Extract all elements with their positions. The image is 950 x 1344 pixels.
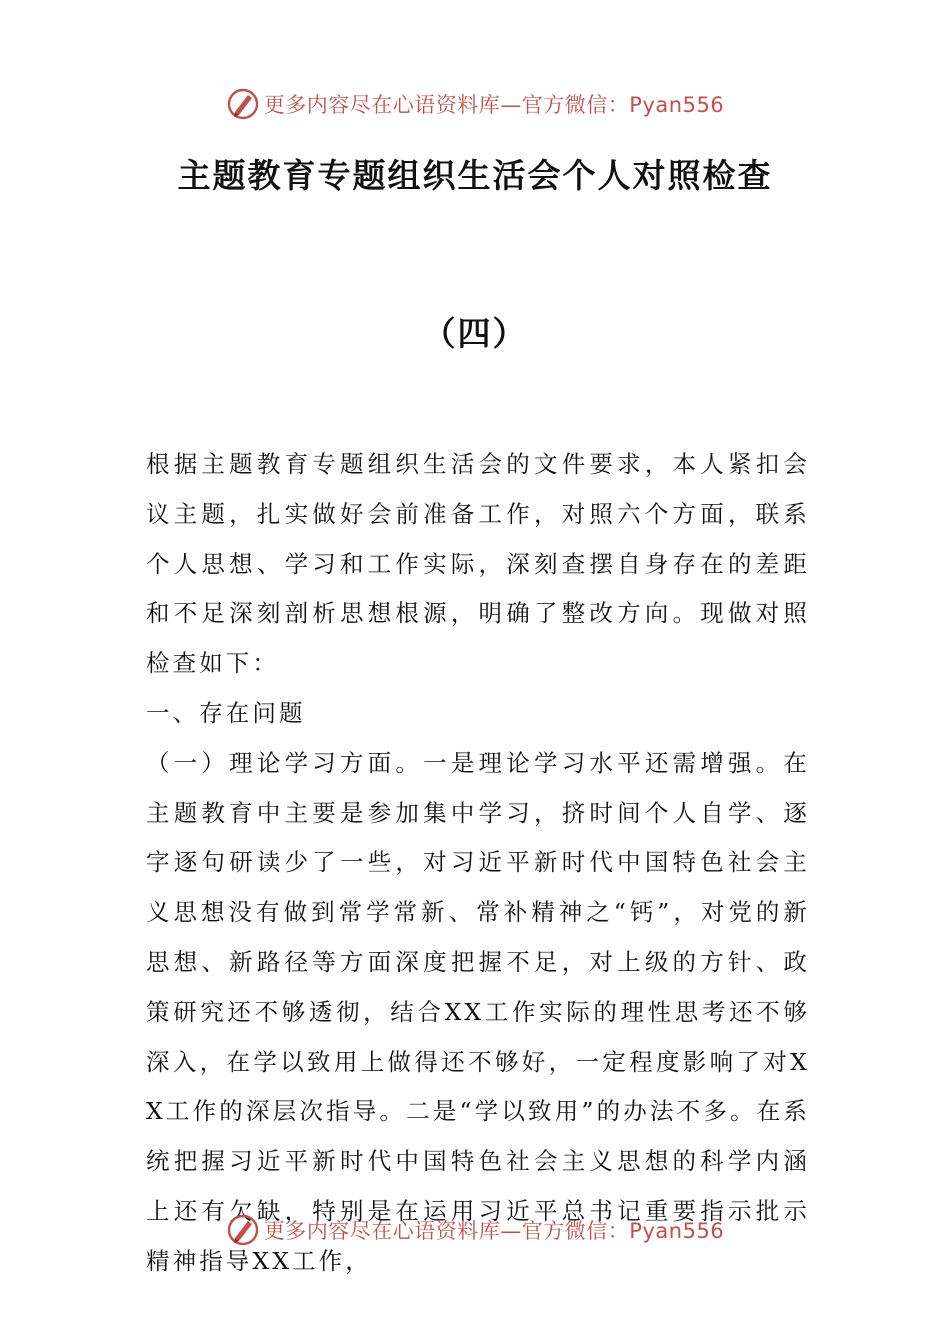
header-banner <box>0 84 950 124</box>
pen-circle-icon <box>226 1213 260 1247</box>
page-title: 主题教育专题组织生活会个人对照检查 <box>177 156 773 195</box>
header-banner-text: 更多内容尽在心语资料库—官方微信：Pyan556 <box>263 93 725 117</box>
page-subtitle: （四） <box>422 314 528 353</box>
section-heading: 一、存在问题 <box>146 698 306 727</box>
document-body <box>146 440 810 1287</box>
pen-circle-icon <box>226 87 260 121</box>
footer-banner-text: 更多内容尽在心语资料库—官方微信：Pyan556 <box>263 1219 725 1243</box>
paragraph-intro: 根据主题教育专题组织生活会的文件要求，本人紧扣会议主题，扎实做好会前准备工作，对照六个方面，联系个人思想、学习和工作实际，深刻查摆自身存在的差距和不足深刻剖析思想根源，明确了整改方向。现做对照检查如下： <box>146 450 810 678</box>
paragraph-theory-study: （一）理论学习方面。一是理论学习水平还需增强。在主题教育中主要是参加集中学习，挤时间个人自学、逐字逐句研读少了一些，对习近平新时代中国特色社会主义思想没有做到常学常新、常补精神之“钙”，对党的新思想、新路径等方面深度把握不足，对上级的方针、政策研究还不够透彻，结合XX工作实际的理性思考还不够深入，在学以致用上做得还不够好，一定程度影响了对XX工作的深层次指导。二是“学以致用”的办法不多。在系统把握习近平新时代中国特色社会主义思想的科学内涵上还有欠缺，特别是在运用习近平总书记重要指示批示精神指导XX工作， <box>146 748 810 1275</box>
footer-banner <box>0 1210 950 1250</box>
